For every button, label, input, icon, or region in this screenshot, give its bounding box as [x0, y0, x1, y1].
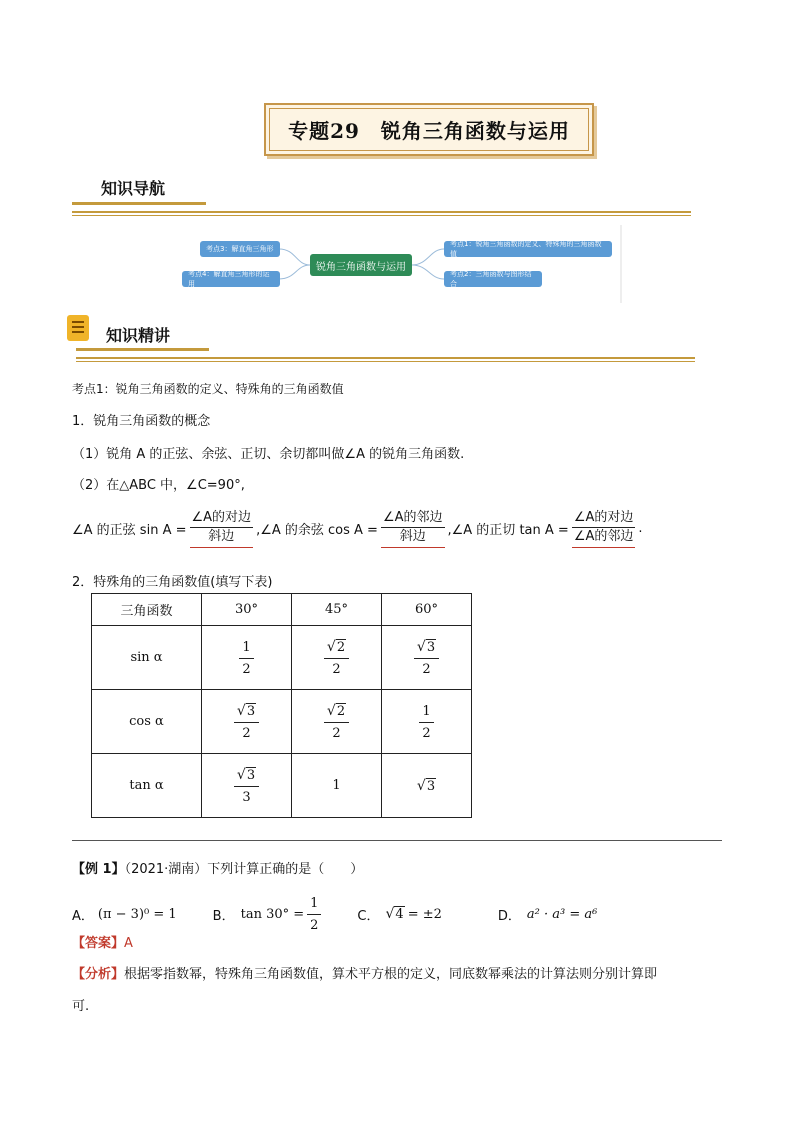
answer-line: [72, 932, 133, 951]
table-cell: [202, 690, 292, 754]
mindmap-node-kaodian2: 考点2：三角函数与图形结合: [444, 271, 542, 287]
cell-denominator: 2: [422, 725, 431, 741]
page-title: 专题29 锐角三角函数与运用: [288, 119, 570, 143]
cos-denominator: 斜边: [399, 529, 426, 544]
table-cell: [382, 626, 472, 690]
connector-right-top: [412, 249, 444, 265]
option-c-label: C．: [357, 908, 380, 924]
trig-values-table: [91, 593, 472, 818]
cell-numerator: 3: [246, 767, 256, 783]
analysis-label: 【分析】: [72, 967, 125, 982]
cos-numerator: ∠A的邻边: [381, 509, 445, 528]
cell-denominator: 2: [242, 725, 251, 741]
mindmap-node-kaodian4: 考点4：解直角三角形的运用: [182, 271, 280, 287]
lecture-divider: [76, 357, 695, 359]
table-row: [92, 626, 472, 690]
tan-answer-underline: [572, 547, 636, 548]
nav-heading: 知识导航: [101, 179, 166, 198]
header-cell: 三角函数: [92, 594, 202, 626]
sin-denominator: 斜边: [208, 529, 235, 544]
example-title: [72, 858, 363, 877]
answer-label: 【答案】: [72, 936, 125, 951]
option-d-expr: a² · a³ = a⁶: [526, 906, 598, 922]
mindmap: [176, 225, 622, 303]
connector-left-bottom: [279, 265, 310, 279]
sqrt-icon: √: [326, 702, 336, 719]
answer-value: A: [124, 936, 133, 951]
definitions-line: [72, 509, 643, 548]
table-cell: [292, 690, 382, 754]
nav-heading-underline: [72, 202, 206, 205]
cell-numerator: 2: [336, 639, 346, 655]
cell-value: 3: [426, 778, 436, 794]
cell-numerator: 3: [426, 639, 436, 655]
section-separator: [72, 840, 722, 841]
cell-numerator: 1: [419, 702, 433, 723]
cell-numerator: 1: [239, 638, 253, 659]
cell-denominator: 2: [422, 661, 431, 677]
header-cell: 45°: [292, 594, 382, 626]
table-cell: 1: [292, 754, 382, 818]
kaodian1-title: 考点1：锐角三角函数的定义、特殊角的三角函数值: [72, 382, 344, 396]
table-cell: [202, 626, 292, 690]
table-cell: [382, 754, 472, 818]
sqrt-icon: √: [416, 777, 426, 794]
option-b-pre: tan 30° =: [240, 906, 305, 922]
option-d-label: D．: [497, 908, 521, 924]
nav-divider: [72, 211, 691, 213]
tan-denominator: ∠A的邻边: [573, 529, 634, 544]
example-label: 【例 1】: [72, 862, 125, 877]
analysis-line: [72, 963, 657, 982]
item1-title: 1．锐角三角函数的概念: [72, 414, 211, 429]
option-a-expr: (π − 3)⁰ = 1: [97, 906, 177, 922]
connector-right-bottom: [412, 265, 444, 279]
mindmap-node-kaodian1: 考点1：锐角三角函数的定义、特殊角的三角函数值: [444, 241, 612, 257]
cell-numerator: 2: [336, 703, 346, 719]
option-c-sqrt: [386, 906, 405, 922]
cell-denominator: 2: [332, 661, 341, 677]
tan-prefix: ,∠A 的正切 tan A =: [447, 523, 569, 538]
analysis-text-1: 根据零指数幂，特殊角三角函数值，算术平方根的定义，同底数幂乘法的计算法则分别计算即: [124, 967, 658, 982]
mindmap-node-kaodian3: 考点3：解直角三角形: [200, 241, 280, 257]
lecture-heading-underline: [76, 348, 209, 351]
cos-answer-underline: [381, 547, 445, 548]
title-box: [264, 103, 594, 156]
lecture-heading: 知识精讲: [106, 326, 171, 345]
option-b-fraction: [307, 894, 321, 934]
mindmap-center: 锐角三角函数与运用: [310, 254, 412, 276]
sqrt-icon: √: [385, 906, 395, 922]
sin-numerator: ∠A的对边: [190, 509, 254, 528]
cos-fraction: [381, 509, 445, 548]
table-header-row: [92, 594, 472, 626]
row-label: tan α: [92, 754, 202, 818]
option-b-numerator: 1: [307, 894, 321, 915]
sin-fraction: [190, 509, 254, 548]
definitions-end: .: [638, 521, 643, 536]
example-source: （2021·湖南）下列计算正确的是（ ）: [124, 862, 364, 877]
tan-fraction: [572, 509, 636, 548]
table-row: [92, 754, 472, 818]
notebook-icon: [67, 315, 89, 341]
tan-numerator: ∠A的对边: [572, 509, 636, 528]
item1-2: （2）在△ABC 中，∠C=90°,: [72, 478, 245, 493]
nav-divider-thin: [72, 215, 691, 216]
header-cell: 30°: [202, 594, 292, 626]
table-cell: [202, 754, 292, 818]
option-b-label: B．: [212, 908, 235, 924]
cell-denominator: 2: [332, 725, 341, 741]
table-cell: [382, 690, 472, 754]
sqrt-icon: √: [326, 638, 336, 655]
sin-prefix: ∠A 的正弦 sin A =: [72, 523, 187, 538]
sqrt-icon: √: [236, 702, 246, 719]
table-cell: [292, 626, 382, 690]
option-b-denominator: 2: [310, 918, 319, 933]
row-label: cos α: [92, 690, 202, 754]
sqrt-icon: √: [416, 638, 426, 655]
table-row: [92, 690, 472, 754]
cell-numerator: 3: [246, 703, 256, 719]
option-a-label: A．: [72, 908, 94, 924]
cell-denominator: 3: [242, 789, 251, 805]
lecture-divider-thin: [76, 361, 695, 362]
row-label: sin α: [92, 626, 202, 690]
sqrt-icon: √: [236, 766, 246, 783]
sin-answer-underline: [190, 547, 254, 548]
connector-left-top: [279, 249, 310, 265]
cos-prefix: ,∠A 的余弦 cos A =: [256, 523, 378, 538]
cell-denominator: 2: [242, 661, 251, 677]
example-options: [72, 894, 597, 934]
option-c-post: = ±2: [407, 906, 442, 922]
item1-1: （1）锐角 A 的正弦、余弦、正切、余切都叫做∠A 的锐角三角函数.: [72, 447, 465, 462]
header-cell: 60°: [382, 594, 472, 626]
option-c-arg: 4: [395, 907, 404, 922]
item2-title: 2．特殊角的三角函数值(填写下表): [72, 575, 273, 590]
analysis-text-2: 可.: [72, 999, 90, 1014]
